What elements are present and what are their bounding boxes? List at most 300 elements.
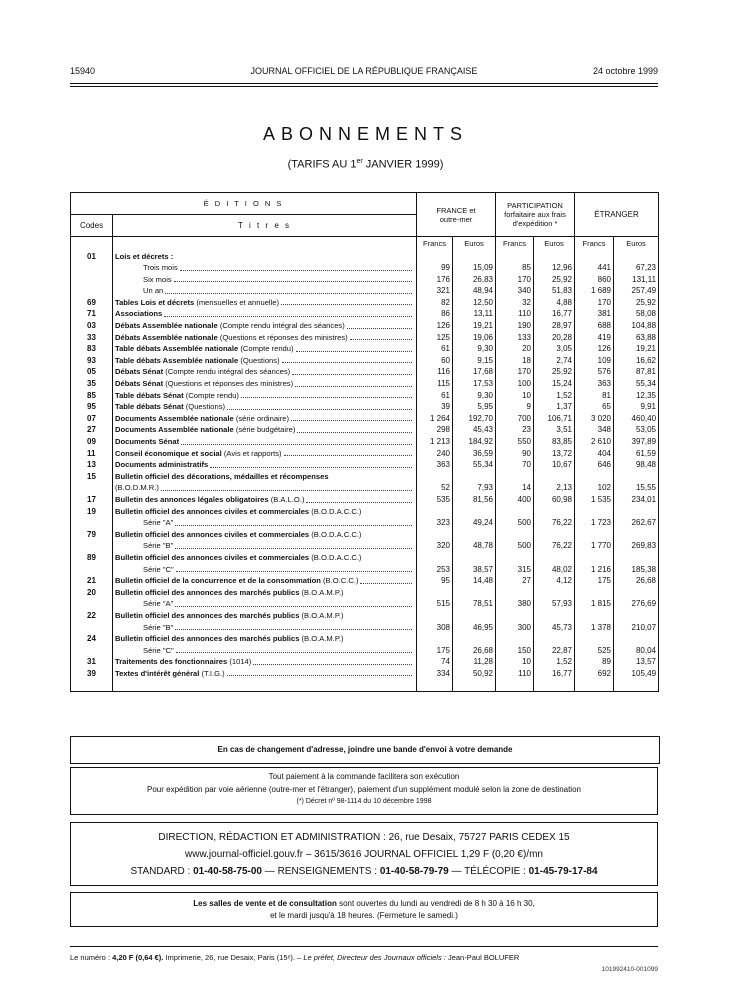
france-euros: 48,94 (453, 285, 496, 297)
renseignements-phone: 01-40-58-79-79 (379, 866, 449, 877)
participation-euros: 15,24 (534, 378, 575, 390)
participation-francs (496, 251, 534, 263)
etranger-euros: 13,57 (614, 656, 659, 668)
row-title: Conseil économique et social (Avis et rapports) (113, 448, 417, 460)
row-code: 85 (71, 390, 113, 402)
participation-francs: 9 (496, 401, 534, 413)
contact-box (70, 822, 658, 886)
table-row (71, 598, 659, 610)
participation-francs: 315 (496, 564, 534, 576)
header-rule-2 (70, 86, 658, 87)
table-row (71, 459, 659, 471)
row-code: 01 (71, 251, 113, 263)
table-row (71, 355, 659, 367)
etranger-francs: 1 770 (575, 540, 614, 552)
row-title: Bulletin officiel des annonces des marchés publics (B.O.A.M.P.) (115, 587, 344, 597)
row-code: 69 (71, 297, 113, 309)
table-row (71, 517, 659, 529)
etranger-euros: 26,68 (614, 575, 659, 587)
row-code: 19 (71, 506, 113, 518)
france-francs: 61 (417, 390, 453, 402)
row-code: 39 (71, 668, 113, 680)
participation-euros: 20,28 (534, 332, 575, 344)
etranger-francs: 2 610 (575, 436, 614, 448)
row-code (71, 540, 113, 552)
etranger-euros: 9,91 (614, 401, 659, 413)
participation-euros: 106,71 (534, 413, 575, 425)
france-francs (417, 471, 453, 483)
participation-francs: 550 (496, 436, 534, 448)
etranger-euros: 19,21 (614, 343, 659, 355)
etranger-francs: 109 (575, 355, 614, 367)
etranger-francs: 102 (575, 482, 614, 494)
etranger-euros: 55,34 (614, 378, 659, 390)
etranger-euros: 276,69 (614, 598, 659, 610)
etranger-francs (575, 587, 614, 599)
etranger-euros (614, 471, 659, 483)
participation-euros: 3,05 (534, 343, 575, 355)
participation-francs: 100 (496, 378, 534, 390)
opening-hours-box: Les salles de vente et de consultation sont ouvertes du lundi au vendredi de 8 h 30 à 16 h 30, et le mardi jusqu'à 18 heures. (Fermeture le samedi.) (70, 892, 658, 927)
france-euros (453, 529, 496, 541)
row-title: Table débats Sénat (Questions) (113, 401, 417, 413)
france-francs: 175 (417, 645, 453, 657)
etranger-euros: 15,55 (614, 482, 659, 494)
table-row (71, 633, 659, 645)
etranger-francs: 381 (575, 308, 614, 320)
participation-francs: 20 (496, 343, 534, 355)
address-change-notice: En cas de changement d'adresse, joindre une bande d'envoi à votre demande (70, 736, 660, 764)
row-title: Table débats Assemblée nationale (Compte rendu) (113, 343, 417, 355)
participation-francs: 300 (496, 622, 534, 634)
participation-francs: 380 (496, 598, 534, 610)
participation-euros (534, 471, 575, 483)
etranger-euros (614, 529, 659, 541)
france-euros: 81,56 (453, 494, 496, 506)
row-title: Débats Sénat (Questions et réponses des ministres) (113, 378, 417, 390)
france-euros: 9,15 (453, 355, 496, 367)
table-row (71, 262, 659, 274)
france-francs: 125 (417, 332, 453, 344)
france-francs: 115 (417, 378, 453, 390)
france-francs: 52 (417, 482, 453, 494)
footer-imprint: Le numéro : 4,20 F (0,64 €). Imprimerie, 26, rue Desaix, Paris (15ᵉ). – Le préfet, Directeur des Journaux officiels : Jean-Paul BOLUFER (70, 953, 520, 962)
participation-francs (496, 633, 534, 645)
etranger-euros: 131,11 (614, 274, 659, 286)
etranger-francs: 1 535 (575, 494, 614, 506)
participation-francs: 27 (496, 575, 534, 587)
table-row (71, 297, 659, 309)
participation-francs: 110 (496, 308, 534, 320)
france-francs: 321 (417, 285, 453, 297)
decree-footnote: (*) Décret nº 98-1114 du 10 décembre 1998 (296, 798, 432, 805)
etranger-euros: 25,92 (614, 297, 659, 309)
france-euros (453, 251, 496, 263)
footer-code: 101992410-001099 (601, 966, 658, 973)
etranger-euros (614, 587, 659, 599)
row-title: Table débats Assemblée nationale (Questions) (113, 355, 417, 367)
participation-francs: 18 (496, 355, 534, 367)
france-euros (453, 610, 496, 622)
row-title: Associations (113, 308, 417, 320)
row-title: Lois et décrets : (115, 251, 174, 261)
participation-francs: 170 (496, 274, 534, 286)
row-code: 17 (71, 494, 113, 506)
participation-euros: 60,98 (534, 494, 575, 506)
participation-euros: 12,96 (534, 262, 575, 274)
france-francs (417, 587, 453, 599)
header-rule (70, 83, 658, 84)
participation-francs (496, 529, 534, 541)
france-euros: 49,24 (453, 517, 496, 529)
france-euros (453, 506, 496, 518)
col-euros: Euros (614, 237, 659, 251)
etranger-francs (575, 633, 614, 645)
row-title: Bulletin officiel des annonces civiles et commerciales (B.O.D.A.C.C.) (115, 529, 362, 539)
participation-euros: 22,87 (534, 645, 575, 657)
france-francs: 515 (417, 598, 453, 610)
participation-euros: 25,92 (534, 274, 575, 286)
row-code (71, 274, 113, 286)
row-title: Documents Sénat (113, 436, 417, 448)
table-row (71, 390, 659, 402)
france-francs: 535 (417, 494, 453, 506)
table-row (71, 378, 659, 390)
row-code: 07 (71, 413, 113, 425)
etranger-francs: 175 (575, 575, 614, 587)
participation-euros: 48,02 (534, 564, 575, 576)
participation-euros: 10,67 (534, 459, 575, 471)
row-code (71, 262, 113, 274)
participation-euros: 13,72 (534, 448, 575, 460)
row-code (71, 645, 113, 657)
table-row (71, 529, 659, 541)
etranger-francs: 1 815 (575, 598, 614, 610)
row-title: Série "C" (113, 564, 417, 576)
france-francs: 1 264 (417, 413, 453, 425)
table-row (71, 274, 659, 286)
table-row (71, 575, 659, 587)
participation-francs: 170 (496, 366, 534, 378)
page-number: 15940 (70, 66, 96, 76)
france-euros: 36,59 (453, 448, 496, 460)
participation-francs: 150 (496, 645, 534, 657)
table-row (71, 506, 659, 518)
standard-phone: 01-40-58-75-00 (193, 866, 262, 877)
participation-francs (496, 587, 534, 599)
france-francs: 95 (417, 575, 453, 587)
etranger-euros (614, 610, 659, 622)
row-title: Série "B" (113, 622, 417, 634)
row-code: 21 (71, 575, 113, 587)
row-code: 95 (71, 401, 113, 413)
france-francs: 86 (417, 308, 453, 320)
participation-francs: 133 (496, 332, 534, 344)
participation-francs: 85 (496, 262, 534, 274)
france-francs (417, 506, 453, 518)
france-euros: 5,95 (453, 401, 496, 413)
etranger-francs: 81 (575, 390, 614, 402)
row-title: Débats Assemblée nationale (Compte rendu intégral des séances) (113, 320, 417, 332)
table-row (71, 656, 659, 668)
table-row (71, 343, 659, 355)
row-code (71, 598, 113, 610)
row-code: 22 (71, 610, 113, 622)
etranger-euros: 53,05 (614, 424, 659, 436)
participation-euros: 57,93 (534, 598, 575, 610)
participation-francs: 23 (496, 424, 534, 436)
contact-address: DIRECTION, RÉDACTION ET ADMINISTRATION : 26, rue Desaix, 75727 PARIS CEDEX 15 (158, 832, 570, 843)
france-francs: 126 (417, 320, 453, 332)
participation-euros: 3,51 (534, 424, 575, 436)
etranger-euros: 460,40 (614, 413, 659, 425)
france-euros: 26,83 (453, 274, 496, 286)
participation-euros (534, 506, 575, 518)
france-francs: 240 (417, 448, 453, 460)
row-title: Bulletin officiel des décorations, médailles et récompenses (115, 471, 329, 481)
france-francs: 308 (417, 622, 453, 634)
row-title: Traitements des fonctionnaires (1014) (113, 656, 417, 668)
participation-euros (534, 633, 575, 645)
page-subtitle: (TARIFS AU 1er JANVIER 1999) (287, 158, 444, 171)
row-title: Bulletin officiel de la concurrence et de la consommation (B.O.C.C.) (113, 575, 417, 587)
etranger-euros: 12,35 (614, 390, 659, 402)
row-title: Documents administratifs (113, 459, 417, 471)
france-euros (453, 633, 496, 645)
etranger-francs: 419 (575, 332, 614, 344)
participation-euros (534, 587, 575, 599)
etranger-euros: 257,49 (614, 285, 659, 297)
france-euros: 19,21 (453, 320, 496, 332)
row-title: Un an (113, 285, 417, 297)
payment-line-1: Tout paiement à la commande facilitera son exécution (268, 772, 460, 781)
france-euros: 17,68 (453, 366, 496, 378)
row-code (71, 482, 113, 494)
france-francs: 176 (417, 274, 453, 286)
row-code: 31 (71, 656, 113, 668)
etranger-francs: 1 378 (575, 622, 614, 634)
table-row (71, 622, 659, 634)
row-code: 20 (71, 587, 113, 599)
col-euros: Euros (534, 237, 575, 251)
contact-web: www.journal-officiel.gouv.fr – 3615/3616 JOURNAL OFFICIEL 1,29 F (0,20 €)/mn (185, 849, 543, 860)
row-code: 03 (71, 320, 113, 332)
etranger-francs: 65 (575, 401, 614, 413)
row-title: Textes d'intérêt général (T.I.G.) (113, 668, 417, 680)
footer-rule (70, 946, 658, 947)
etranger-francs (575, 529, 614, 541)
row-code (71, 285, 113, 297)
france-euros: 15,09 (453, 262, 496, 274)
etranger-francs: 1 689 (575, 285, 614, 297)
row-code: 71 (71, 308, 113, 320)
col-francs: Francs (417, 237, 453, 251)
row-title: Bulletin officiel des annonces des marchés publics (B.O.A.M.P.) (115, 610, 344, 620)
france-euros: 11,28 (453, 656, 496, 668)
france-euros: 19,06 (453, 332, 496, 344)
row-code (71, 517, 113, 529)
table-row (71, 540, 659, 552)
tariff-rows (71, 251, 659, 680)
payment-line-2: Pour expédition par voie aérienne (outre-mer et l'étranger), paiement d'un supplément modulé selon la zone de destination (147, 784, 581, 794)
row-title: Documents Assemblée nationale (série budgétaire) (113, 424, 417, 436)
france-francs: 61 (417, 343, 453, 355)
france-francs: 60 (417, 355, 453, 367)
row-title: Bulletin officiel des annonces des marchés publics (B.O.A.M.P.) (115, 634, 344, 644)
participation-francs (496, 552, 534, 564)
etranger-francs: 646 (575, 459, 614, 471)
table-row (71, 587, 659, 599)
row-code: 89 (71, 552, 113, 564)
etranger-francs: 1 216 (575, 564, 614, 576)
france-euros: 12,50 (453, 297, 496, 309)
participation-euros: 45,73 (534, 622, 575, 634)
etranger-euros: 67,23 (614, 262, 659, 274)
france-francs (417, 529, 453, 541)
tariff-table (70, 192, 659, 692)
row-code: 83 (71, 343, 113, 355)
france-francs (417, 251, 453, 263)
row-title: Table débats Sénat (Compte rendu) (113, 390, 417, 402)
col-euros: Euros (453, 237, 496, 251)
row-title: Série "A" (113, 598, 417, 610)
participation-euros: 2,74 (534, 355, 575, 367)
etranger-euros: 98,48 (614, 459, 659, 471)
table-row (71, 320, 659, 332)
table-row (71, 610, 659, 622)
france-francs: 253 (417, 564, 453, 576)
france-euros (453, 552, 496, 564)
participation-euros: 2,13 (534, 482, 575, 494)
etranger-francs (575, 471, 614, 483)
row-code (71, 622, 113, 634)
etranger-euros: 210,07 (614, 622, 659, 634)
etranger-francs (575, 610, 614, 622)
etranger-francs: 3 020 (575, 413, 614, 425)
etranger-euros: 87,81 (614, 366, 659, 378)
row-code: 27 (71, 424, 113, 436)
france-francs: 116 (417, 366, 453, 378)
table-row (71, 645, 659, 657)
etranger-euros: 104,88 (614, 320, 659, 332)
france-euros: 45,43 (453, 424, 496, 436)
row-title: Tables Lois et décrets (mensuelles et annuelle) (113, 297, 417, 309)
france-francs: 363 (417, 459, 453, 471)
editions-header: É D I T I O N S (71, 193, 417, 215)
row-title: Débats Sénat (Compte rendu intégral des séances) (113, 366, 417, 378)
col-francs: Francs (496, 237, 534, 251)
participation-euros: 83,85 (534, 436, 575, 448)
participation-francs: 90 (496, 448, 534, 460)
participation-francs (496, 610, 534, 622)
participation-francs: 500 (496, 540, 534, 552)
etranger-francs: 692 (575, 668, 614, 680)
row-title: Série "C" (113, 645, 417, 657)
etranger-francs: 441 (575, 262, 614, 274)
participation-francs (496, 506, 534, 518)
participation-francs: 500 (496, 517, 534, 529)
etranger-francs: 525 (575, 645, 614, 657)
etranger-francs: 860 (575, 274, 614, 286)
row-title: Bulletin des annonces légales obligatoires (B.A.L.O.) (113, 494, 417, 506)
france-euros: 14,48 (453, 575, 496, 587)
participation-francs: 190 (496, 320, 534, 332)
row-title: Débats Assemblée nationale (Questions et réponses des ministres) (113, 332, 417, 344)
participation-euros: 4,88 (534, 297, 575, 309)
table-row (71, 564, 659, 576)
etranger-euros: 105,49 (614, 668, 659, 680)
etranger-euros: 262,67 (614, 517, 659, 529)
participation-francs: 10 (496, 656, 534, 668)
participation-francs: 400 (496, 494, 534, 506)
france-euros: 48,78 (453, 540, 496, 552)
france-euros (453, 587, 496, 599)
participation-francs: 700 (496, 413, 534, 425)
etranger-euros: 61,59 (614, 448, 659, 460)
etranger-euros: 234,01 (614, 494, 659, 506)
etranger-francs: 404 (575, 448, 614, 460)
table-row (71, 482, 659, 494)
france-francs: 334 (417, 668, 453, 680)
france-francs: 298 (417, 424, 453, 436)
france-francs: 99 (417, 262, 453, 274)
etranger-euros (614, 552, 659, 564)
participation-euros (534, 610, 575, 622)
row-code: 24 (71, 633, 113, 645)
row-title: Six mois (113, 274, 417, 286)
table-row (71, 285, 659, 297)
participation-francs: 340 (496, 285, 534, 297)
participation-euros: 76,22 (534, 540, 575, 552)
etranger-euros (614, 633, 659, 645)
france-euros: 184,92 (453, 436, 496, 448)
france-euros: 26,68 (453, 645, 496, 657)
france-euros: 9,30 (453, 343, 496, 355)
row-title: Bulletin officiel des annonces civiles et commerciales (B.O.D.A.C.C.) (115, 552, 362, 562)
row-title: (B.O.D.M.R.) (113, 482, 417, 494)
participation-euros (534, 251, 575, 263)
france-francs (417, 633, 453, 645)
row-title: Documents Assemblée nationale (série ordinaire) (113, 413, 417, 425)
participation-francs (496, 471, 534, 483)
issue-date: 24 octobre 1999 (592, 66, 658, 76)
france-euros: 17,53 (453, 378, 496, 390)
table-row (71, 668, 659, 680)
france-francs: 320 (417, 540, 453, 552)
table-row (71, 552, 659, 564)
etranger-francs: 1 723 (575, 517, 614, 529)
france-euros: 78,51 (453, 598, 496, 610)
etranger-francs (575, 506, 614, 518)
row-title: Trois mois (113, 262, 417, 274)
etranger-euros: 63,88 (614, 332, 659, 344)
row-title: Série "A" (113, 517, 417, 529)
contact-phones: STANDARD : 01-40-58-75-00 — RENSEIGNEMENTS : 01-40-58-79-79 — TÉLÉCOPIE : 01-45-79-17-84 (130, 866, 598, 877)
table-row (71, 413, 659, 425)
participation-euros (534, 552, 575, 564)
row-code: 33 (71, 332, 113, 344)
etranger-euros (614, 506, 659, 518)
table-row (71, 436, 659, 448)
etranger-francs: 170 (575, 297, 614, 309)
participation-euros: 25,92 (534, 366, 575, 378)
participation-euros: 76,22 (534, 517, 575, 529)
etranger-francs: 126 (575, 343, 614, 355)
participation-header: PARTICIPATION forfaitaire aux frais d'expédition * (496, 193, 575, 237)
etranger-euros: 185,38 (614, 564, 659, 576)
row-code: 35 (71, 378, 113, 390)
etranger-euros: 16,62 (614, 355, 659, 367)
